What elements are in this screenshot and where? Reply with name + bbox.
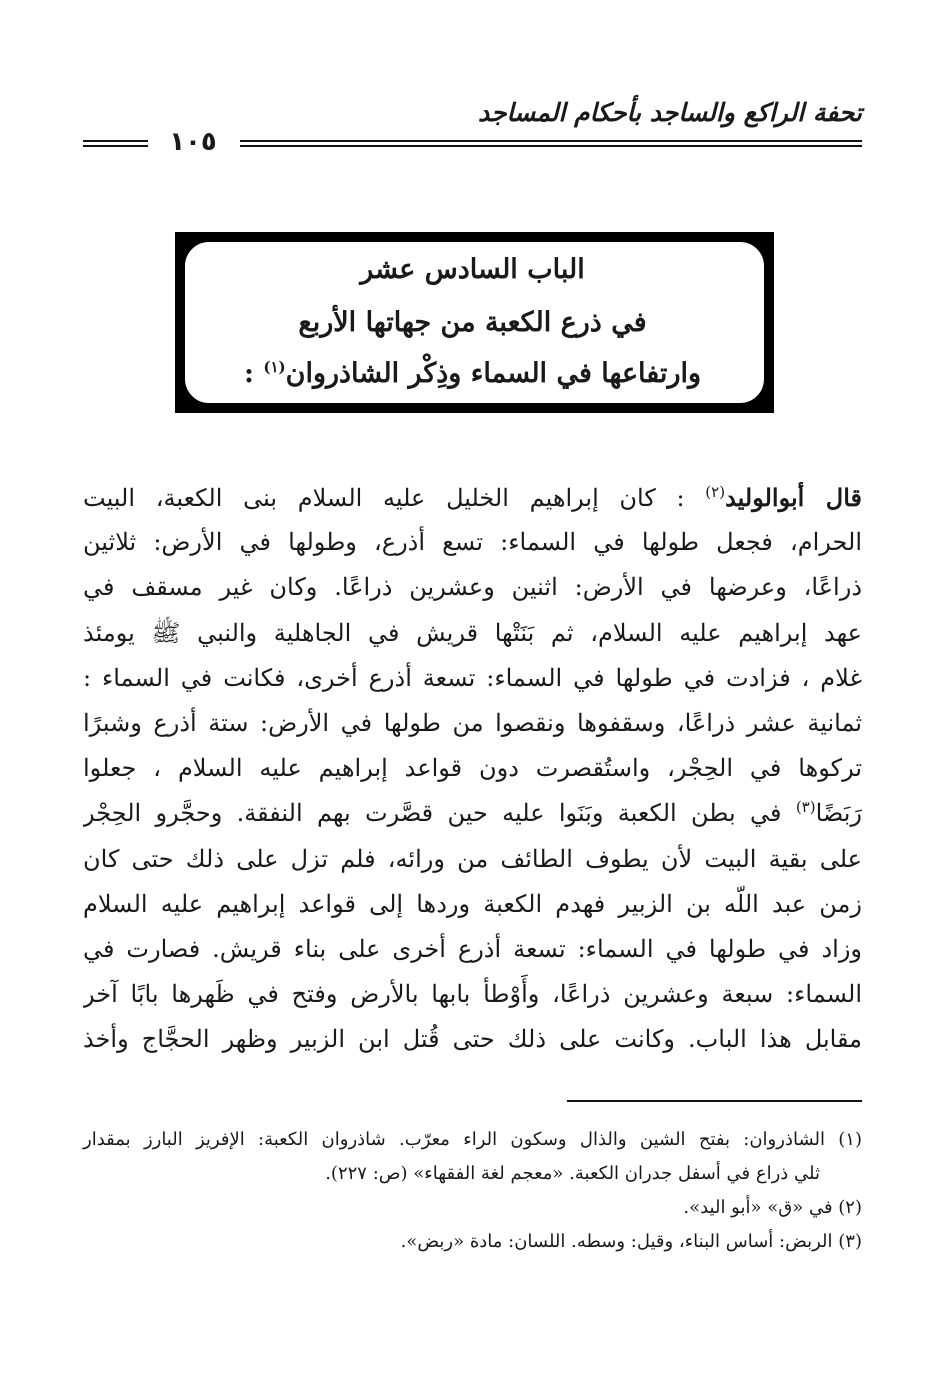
running-header-title: تحفة الراكع والساجد بأحكام المساجد xyxy=(477,98,862,127)
footnote-1-continued: ثلي ذراع في أسفل جدران الكعبة. «معجم لغة الفقهاء» (ص: ٢٢٧). xyxy=(325,1163,820,1184)
body-line: عهد إبراهيم عليه السلام، ثم بَنَتْها قريش في الجاهلية والنبي ﷺ يومئذ xyxy=(83,618,862,647)
footnote-2: (٢) في «ق» «أبو اليد». xyxy=(683,1197,862,1218)
chapter-subheading xyxy=(0,358,945,389)
speaker-name: قال أبوالوليد xyxy=(725,483,862,512)
chapter-subheading-end: : xyxy=(243,358,264,389)
body-text xyxy=(83,475,862,1062)
header-rule xyxy=(240,140,862,147)
body-line: السماء: سبعة وعشرين ذراعًا، وأَوْطأ بابها بالأرض وفتح في ظَهرها بابًا آخر xyxy=(83,980,862,1009)
footnotes xyxy=(83,1123,862,1259)
chapter-subheading-text: وارتفاعها في السماء وذِكْر الشاذروان xyxy=(285,358,702,389)
body-line: ذراعًا، وعرضها في الأرض: اثنين وعشرين ذراعًا. وكان غير مسقف في xyxy=(83,573,862,602)
footnote-ref: (١) xyxy=(263,358,286,376)
footnote-ref: (٢) xyxy=(705,483,726,501)
chapter-heading: الباب السادس عشر xyxy=(360,254,585,285)
body-line xyxy=(83,791,862,836)
chapter-subheading: في ذرع الكعبة من جهاتها الأربع xyxy=(298,307,647,338)
footnote-1: (١) الشاذروان: بفتح الشين والذال وسكون الراء معرّب. شاذروان الكعبة: الإفريز البارز بمقدار xyxy=(83,1129,862,1150)
body-line-text: : كان إبراهيم الخليل عليه السلام بنى الكعبة، البيت xyxy=(83,484,706,512)
body-line: مقابل هذا الباب. وكانت على ذلك حتى قُتل ابن الزبير وظهر الحجَّاج وأخذ xyxy=(83,1025,862,1054)
body-line: غلام ، فزادت في طولها في السماء: تسعة أذرع أخرى، فكانت في السماء : xyxy=(83,663,862,692)
page-number: ١٠٥ xyxy=(169,127,217,157)
footnote-3: (٣) الربض: أساس البناء، وقيل: وسطه. اللسان: مادة «ربض». xyxy=(400,1231,862,1252)
body-word: رَبَضًا xyxy=(815,799,862,828)
body-line: زمن عبد اللّه بن الزبير فهدم الكعبة وردها إلى قواعد إبراهيم عليه السلام xyxy=(83,889,862,918)
body-line: ثمانية عشر ذراعًا، وسقفوها ونقصوا من طولها في الأرض: ستة أذرع وشبرًا xyxy=(83,708,862,737)
body-line: وزاد في طولها في السماء: تسعة أذرع أخرى على بناء قريش. فصارت في xyxy=(83,934,862,963)
header-rule xyxy=(83,140,148,147)
body-line xyxy=(83,475,862,520)
body-line: الحرام، فجعل طولها في السماء: تسع أذرع، وطولها في الأرض: ثلاثين xyxy=(83,528,862,557)
body-line: تركوها في الحِجْر، واستُقصرت دون قواعد إبراهيم عليه السلام ، جعلوا xyxy=(83,754,862,783)
footnote-ref: (٣) xyxy=(795,798,816,817)
body-line: على بقية البيت لأن يطوف الطائف من ورائه، فلم تزل على ذلك حتى كان xyxy=(83,844,862,873)
body-line-text: في بطن الكعبة وبَنَوا عليه حين قصَّرت بهم النفقة. وحجَّرو الحِجْر xyxy=(83,799,796,828)
footnote-separator xyxy=(567,1100,862,1102)
